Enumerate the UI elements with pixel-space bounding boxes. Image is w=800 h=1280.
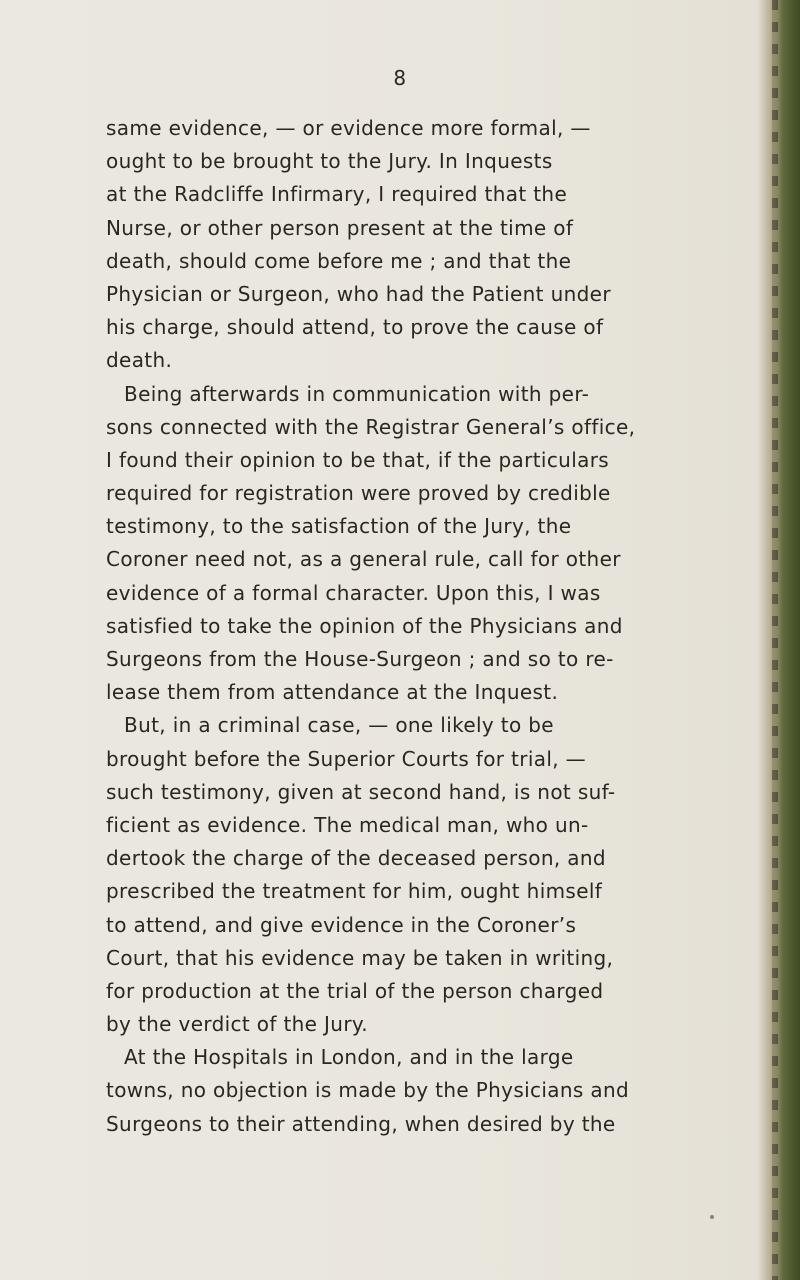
text-line: Being afterwards in communication with per- xyxy=(124,381,590,406)
text-line: his charge, should attend, to prove the cause of xyxy=(106,315,604,340)
text-line: testimony, to the satisfaction of the Jury, the xyxy=(106,514,572,539)
text-line: I found their opinion to be that, if the particulars xyxy=(106,447,610,472)
text-line: Coroner need not, as a general rule, call for other xyxy=(106,547,621,572)
text-line: ought to be brought to the Jury. In Inquests xyxy=(106,149,553,174)
text-line: such testimony, given at second hand, is not suf- xyxy=(106,779,616,804)
text-line: But, in a criminal case, — one likely to be xyxy=(124,713,554,738)
text-line: for production at the trial of the person charged xyxy=(106,978,604,1003)
text-line: dertook the charge of the deceased person, and xyxy=(106,846,606,871)
text-line: Surgeons to their attending, when desired by the xyxy=(106,1111,616,1136)
text-line: Court, that his evidence may be taken in writing, xyxy=(106,945,614,970)
text-line: brought before the Superior Courts for trial, — xyxy=(106,746,587,771)
text-line: at the Radcliffe Infirmary, I required that the xyxy=(106,182,568,207)
text-line: evidence of a formal character. Upon this, I was xyxy=(106,580,601,605)
text-line: lease them from attendance at the Inquest. xyxy=(106,680,559,705)
text-line: required for registration were proved by credible xyxy=(106,481,611,506)
body-text xyxy=(106,112,726,1141)
text-line: sons connected with the Registrar General’s office, xyxy=(106,414,636,439)
text-line: same evidence, — or evidence more formal, — xyxy=(106,116,591,140)
paper-speck xyxy=(710,1215,714,1219)
text-line: prescribed the treatment for him, ought himself xyxy=(106,879,603,904)
text-line: Surgeons from the House-Surgeon ; and so to re- xyxy=(106,647,614,671)
text-line: by the verdict of the Jury. xyxy=(106,1012,368,1037)
page-number: 8 xyxy=(393,66,407,90)
text-line: Physician or Surgeon, who had the Patient under xyxy=(106,281,611,306)
text-line: towns, no objection is made by the Physicians and xyxy=(106,1078,630,1103)
text-line: At the Hospitals in London, and in the large xyxy=(124,1045,574,1070)
text-line: satisfied to take the opinion of the Physicians and xyxy=(106,613,623,638)
text-line: to attend, and give evidence in the Coroner’s xyxy=(106,912,577,937)
text-line: death, should come before me ; and that the xyxy=(106,248,572,273)
text-line: Nurse, or other person present at the time of xyxy=(106,215,574,240)
text-line: death. xyxy=(106,348,173,373)
book-binding-edge xyxy=(758,0,800,1280)
text-line: ficient as evidence. The medical man, who un- xyxy=(106,812,589,837)
